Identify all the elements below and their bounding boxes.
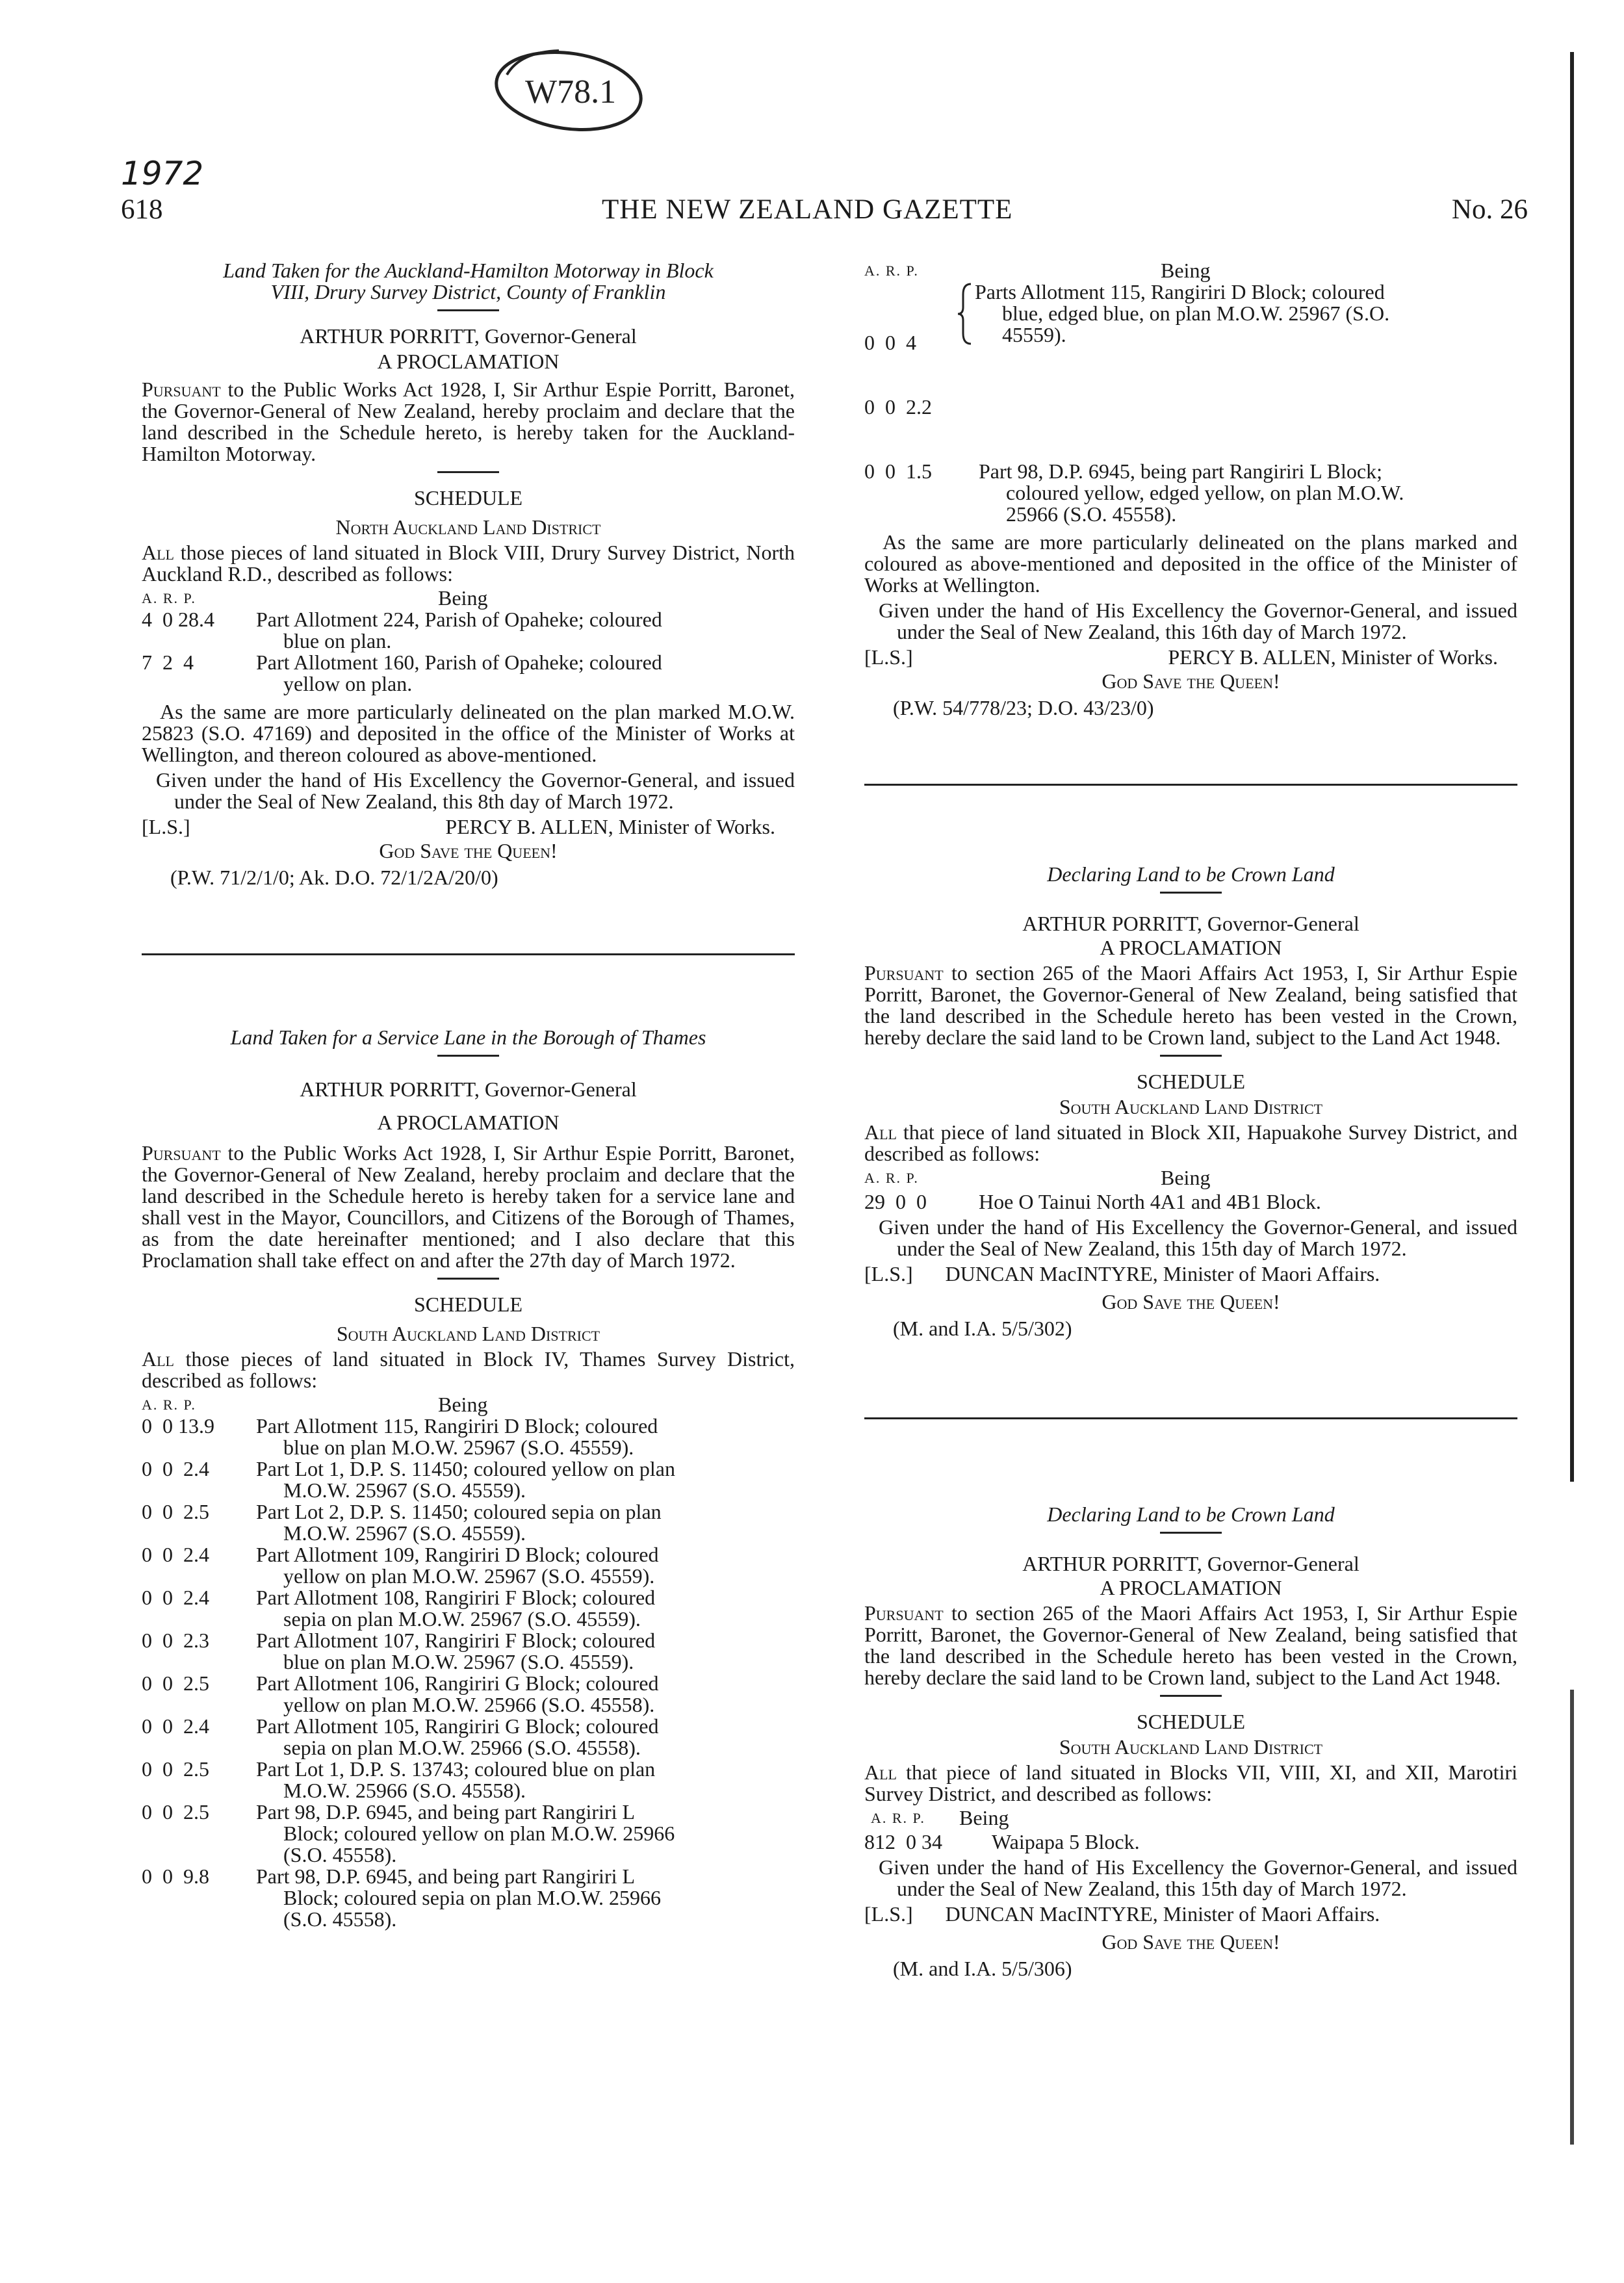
schedule-row: 0 0 2.4 Part Allotment 108, Rangiriri F Block; coloured sepia on plan M.O.W. 25967 (S.O. 45559). xyxy=(142,1586,656,1631)
god-save-the-queen: God Save the Queen! xyxy=(1102,669,1280,693)
file-reference: (M. and I.A. 5/5/302) xyxy=(893,1317,1072,1340)
page-header xyxy=(121,194,1528,226)
divider xyxy=(437,309,499,311)
proclamation-heading: A PROCLAMATION xyxy=(377,350,560,373)
governor-line: ARTHUR PORRITT, Governor-General xyxy=(300,1077,637,1101)
notice-motorway xyxy=(142,260,795,888)
god-save-the-queen: God Save the Queen! xyxy=(379,839,558,862)
notice-crown-land-marotiri xyxy=(864,1504,1517,1980)
governor-line: ARTHUR PORRITT, Governor-General xyxy=(1022,1552,1360,1575)
stamp-text: W78.1 xyxy=(525,73,617,110)
minister-signature: PERCY B. ALLEN, Minister of Works. xyxy=(445,815,775,838)
schedule-row: 0 0 2.4 Part Allotment 105, Rangiriri G Block; coloured sepia on plan M.O.W. 25966 (S.O. 45558). xyxy=(142,1714,659,1759)
delineation-paragraph: As the same are more particularly delineated on the plans marked and coloured as above-mentioned and deposited in the office of the Minister of Works at Wellington. xyxy=(864,530,1517,597)
divider xyxy=(437,471,499,473)
file-reference: (M. and I.A. 5/5/306) xyxy=(893,1957,1072,1980)
left-column xyxy=(142,260,795,1930)
schedule-row: 0 0 2.5 Part Lot 1, D.P. S. 13743; coloured blue on plan M.O.W. 25966 (S.O. 45558). xyxy=(142,1757,656,1802)
proclamation-heading: A PROCLAMATION xyxy=(377,1111,560,1134)
schedule-intro: All those pieces of land situated in Block VIII, Drury Survey District, North Auckland R.D., described as follows: xyxy=(142,541,795,586)
signature-row xyxy=(864,647,1517,668)
seal-mark: [L.S.] xyxy=(864,1262,913,1285)
given-paragraph: Given under the hand of His Excellency the Governor-General, and issued under the Seal of New Zealand, this 15th day of March 1972. xyxy=(879,1855,1517,1900)
seal-mark: [L.S.] xyxy=(864,645,913,669)
land-district: North Auckland Land District xyxy=(335,515,601,539)
minister-signature: DUNCAN MacINTYRE, Minister of Maori Affairs. xyxy=(945,1902,1380,1926)
land-district: South Auckland Land District xyxy=(1059,1095,1323,1118)
arp-header: A. R. P. Being xyxy=(871,1806,1009,1829)
governor-line: ARTHUR PORRITT, Governor-General xyxy=(1022,912,1360,935)
arp-header: A. R. P. Being xyxy=(864,1166,1211,1189)
land-district: South Auckland Land District xyxy=(1059,1735,1323,1759)
proclamation-body: Pursuant to the Public Works Act 1928, I, Sir Arthur Espie Porritt, Baronet, the Governor-General of New Zealand, hereby proclaim and declare that the land described in the Schedule hereto, is hereby taken for the Auckland-Hamilton Motorway. xyxy=(142,378,795,465)
schedule-row: 0 0 9.8 Part 98, D.P. 6945, and being part Rangiriri L Block; coloured sepia on plan M.O.W. 25966 (S.O. 45558). xyxy=(142,1864,661,1931)
archive-stamp xyxy=(481,39,656,143)
schedule-intro: All that piece of land situated in Blocks VII, VIII, XI, and XII, Marotiri Survey District, and described as follows: xyxy=(864,1761,1517,1805)
gazette-title: THE NEW ZEALAND GAZETTE xyxy=(602,194,1013,225)
notice-service-lane xyxy=(142,1027,795,1930)
schedule-heading: SCHEDULE xyxy=(1136,1710,1246,1733)
notice-title: Declaring Land to be Crown Land xyxy=(1047,862,1335,886)
arp-header: A. R. P. Being xyxy=(142,1393,488,1416)
issue-number: No. 26 xyxy=(1451,194,1528,225)
schedule-row: 4 0 28.4 Part Allotment 224, Parish of Opaheke; coloured blue on plan. xyxy=(142,608,662,652)
schedule-row-braced: 0 0 4 0 0 2.2 Parts Allotment 115, Rangiriri D Block; coloured blue, edged blue, on plan M.O.W. 25967 (S.O. 45559). xyxy=(864,280,1390,419)
given-paragraph: Given under the hand of His Excellency the Governor-General, and issued under the Seal of New Zealand, this 16th day of March 1972. xyxy=(879,599,1517,643)
margin-line-lower xyxy=(1570,1690,1574,2145)
schedule-intro: All those pieces of land situated in Block IV, Thames Survey District, described as follows: xyxy=(142,1347,795,1392)
schedule-row: 0 0 2.5 Part Lot 2, D.P. S. 11450; coloured sepia on plan M.O.W. 25967 (S.O. 45559). xyxy=(142,1500,662,1545)
margin-line xyxy=(1570,52,1574,1482)
file-reference: (P.W. 54/778/23; D.O. 43/23/0) xyxy=(893,696,1154,719)
minister-signature: PERCY B. ALLEN, Minister of Works. xyxy=(1168,645,1498,669)
divider xyxy=(1160,1532,1222,1534)
schedule-intro: All that piece of land situated in Block XII, Hapuakohe Survey District, and described as follows: xyxy=(864,1120,1517,1165)
divider xyxy=(1160,1055,1222,1057)
schedule-heading: SCHEDULE xyxy=(413,486,523,509)
schedule-row: 0 0 13.9 Part Allotment 115, Rangiriri D Block; coloured blue on plan M.O.W. 25967 (S.O. 45559). xyxy=(142,1414,658,1459)
notice-title: Land Taken for the Auckland-Hamilton Motorway in Block VIII, Drury Survey District, County of Franklin xyxy=(223,259,714,303)
governor-line: ARTHUR PORRITT, Governor-General xyxy=(300,324,637,348)
notice-separator xyxy=(864,1417,1517,1419)
god-save-the-queen: God Save the Queen! xyxy=(1102,1290,1280,1313)
notice-title: Declaring Land to be Crown Land xyxy=(1047,1503,1335,1526)
schedule-row: 0 0 2.5 Part 98, D.P. 6945, and being part Rangiriri L Block; coloured yellow on plan M.O.W. 25966 (S.O. 45558). xyxy=(142,1800,675,1866)
schedule-row: 0 0 2.5 Part Allotment 106, Rangiriri G Block; coloured yellow on plan M.O.W. 25966 (S.O. 45558). xyxy=(142,1671,659,1716)
signature-row xyxy=(142,816,795,838)
signature-row xyxy=(864,1903,1517,1925)
notice-title: Land Taken for a Service Lane in the Borough of Thames xyxy=(230,1025,706,1049)
arp-header: A. R. P. Being xyxy=(864,259,1211,282)
arp-header: A. R. P. Being xyxy=(142,586,488,610)
proclamation-heading: A PROCLAMATION xyxy=(1100,936,1282,959)
divider xyxy=(437,1055,499,1057)
page-number: 618 xyxy=(121,194,163,225)
divider xyxy=(1160,1695,1222,1697)
land-district: South Auckland Land District xyxy=(336,1322,600,1345)
notice-separator xyxy=(864,784,1517,786)
schedule-row: 0 0 1.5 Part 98, D.P. 6945, being part Rangiriri L Block; coloured yellow, edged yellow, on plan M.O.W. 25966 (S.O. 45558). xyxy=(864,459,1404,526)
proclamation-body: Pursuant to section 265 of the Maori Affairs Act 1953, I, Sir Arthur Espie Porritt, Baronet, the Governor-General of New Zealand, being satisfied that the land described in the Schedule hereto has been vested in the Crown, hereby declare the said land to be Crown land, subject to the Land Act 1948. xyxy=(864,961,1517,1049)
notice-crown-land-hapuakohe xyxy=(864,864,1517,1339)
seal-mark: [L.S.] xyxy=(142,815,190,838)
delineation-paragraph: As the same are more particularly delineated on the plan marked M.O.W. 25823 (S.O. 47169) and deposited in the office of the Minister of Works at Wellington, and thereon coloured as above-mentioned. xyxy=(142,700,795,766)
proclamation-heading: A PROCLAMATION xyxy=(1100,1576,1282,1599)
divider xyxy=(1160,892,1222,894)
minister-signature: DUNCAN MacINTYRE, Minister of Maori Affairs. xyxy=(945,1262,1380,1285)
schedule-row: 812 0 34 Waipapa 5 Block. xyxy=(864,1830,1140,1853)
schedule-row: 7 2 4 Part Allotment 160, Parish of Opaheke; coloured yellow on plan. xyxy=(142,651,662,695)
notice-separator xyxy=(142,953,795,955)
signature-row xyxy=(864,1263,1517,1285)
god-save-the-queen: God Save the Queen! xyxy=(1102,1930,1280,1954)
schedule-row: 0 0 2.4 Part Lot 1, D.P. S. 11450; coloured yellow on plan M.O.W. 25967 (S.O. 45559). xyxy=(142,1457,675,1502)
proclamation-body: Pursuant to the Public Works Act 1928, I, Sir Arthur Espie Porritt, Baronet, the Governor-General of New Zealand, hereby proclaim and declare that the land described in the Schedule hereto is hereby taken for a service lane and shall vest in the Mayor, Councillors, and Citizens of the Borough of Thames, as from the date hereinafter mentioned; and I also declare that this Proclamation shall take effect on and after the 27th day of March 1972. xyxy=(142,1141,795,1272)
notice-continuation xyxy=(864,260,1517,719)
divider xyxy=(437,1278,499,1280)
schedule-heading: SCHEDULE xyxy=(413,1293,523,1316)
file-reference: (P.W. 71/2/1/0; Ak. D.O. 72/1/2A/20/0) xyxy=(170,866,498,889)
schedule-row: 0 0 2.4 Part Allotment 109, Rangiriri D Block; coloured yellow on plan M.O.W. 25967 (S.O. 45559). xyxy=(142,1543,659,1588)
right-column xyxy=(864,260,1517,1980)
schedule-heading: SCHEDULE xyxy=(1136,1070,1246,1093)
schedule-row: 0 0 2.3 Part Allotment 107, Rangiriri F Block; coloured blue on plan M.O.W. 25967 (S.O. 45559). xyxy=(142,1629,656,1673)
handwritten-year: 1972 xyxy=(121,155,204,192)
given-paragraph: Given under the hand of His Excellency the Governor-General, and issued under the Seal of New Zealand, this 8th day of March 1972. xyxy=(156,768,795,813)
proclamation-body: Pursuant to section 265 of the Maori Affairs Act 1953, I, Sir Arthur Espie Porritt, Baronet, the Governor-General of New Zealand, being satisfied that the land described in the Schedule hereto has been vested in the Crown, hereby declare the said land to be Crown land, subject to the Land Act 1948. xyxy=(864,1601,1517,1689)
brace-icon xyxy=(955,281,975,346)
given-paragraph: Given under the hand of His Excellency the Governor-General, and issued under the Seal of New Zealand, this 15th day of March 1972. xyxy=(879,1215,1517,1260)
schedule-row: 29 0 0 Hoe O Tainui North 4A1 and 4B1 Block. xyxy=(864,1190,1321,1213)
seal-mark: [L.S.] xyxy=(864,1902,913,1926)
